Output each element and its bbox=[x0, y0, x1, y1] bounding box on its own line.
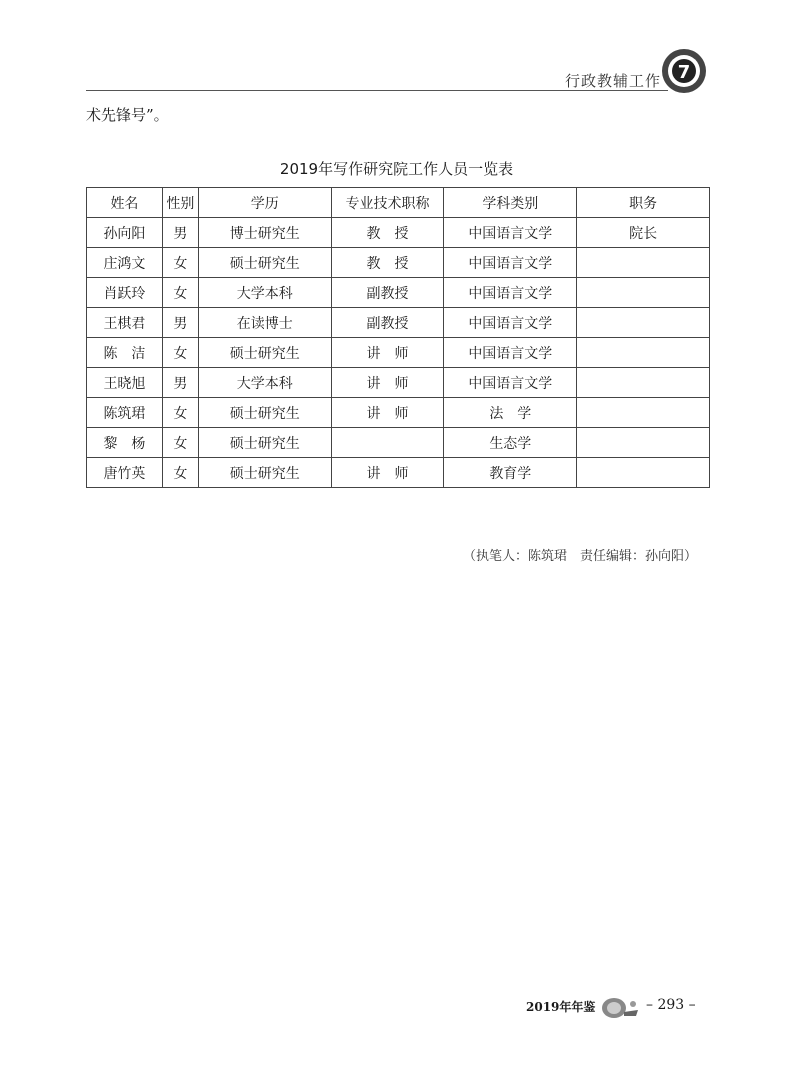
cell-position bbox=[577, 248, 710, 278]
cell-title: 教 授 bbox=[331, 248, 444, 278]
header-divider bbox=[86, 90, 668, 91]
table-row bbox=[87, 218, 710, 248]
cell-education: 硕士研究生 bbox=[198, 398, 331, 428]
table-row bbox=[87, 278, 710, 308]
cell-position bbox=[577, 458, 710, 488]
cell-position bbox=[577, 338, 710, 368]
cell-position bbox=[577, 428, 710, 458]
cell-gender: 女 bbox=[162, 338, 198, 368]
cell-discipline: 法 学 bbox=[444, 398, 577, 428]
cell-name: 唐竹英 bbox=[87, 458, 163, 488]
section-title: 行政教辅工作 bbox=[564, 72, 661, 90]
cell-education: 硕士研究生 bbox=[198, 458, 331, 488]
cell-name: 孙向阳 bbox=[87, 218, 163, 248]
table-title: 2019年写作研究院工作人员一览表 bbox=[279, 160, 514, 178]
table-row bbox=[87, 428, 710, 458]
cell-name: 肖跃玲 bbox=[87, 278, 163, 308]
cell-discipline: 生态学 bbox=[444, 428, 577, 458]
cell-title: 讲 师 bbox=[331, 398, 444, 428]
intro-text: 术先锋号”。 bbox=[86, 106, 169, 124]
column-header-discipline: 学科类别 bbox=[444, 188, 577, 218]
cell-discipline: 中国语言文学 bbox=[444, 248, 577, 278]
cell-education: 大学本科 bbox=[198, 368, 331, 398]
column-header-name: 姓名 bbox=[87, 188, 163, 218]
cell-discipline: 中国语言文学 bbox=[444, 368, 577, 398]
cell-discipline: 教育学 bbox=[444, 458, 577, 488]
credit-line: （执笔人：陈筑珺 责任编辑：孙向阳） bbox=[462, 549, 697, 564]
cell-name: 陈筑珺 bbox=[87, 398, 163, 428]
cell-gender: 女 bbox=[162, 278, 198, 308]
table-row bbox=[87, 368, 710, 398]
page-number: – 293 – bbox=[646, 997, 696, 1013]
column-header-position: 职务 bbox=[577, 188, 710, 218]
cell-title: 副教授 bbox=[331, 308, 444, 338]
cell-position bbox=[577, 368, 710, 398]
cell-gender: 女 bbox=[162, 458, 198, 488]
cell-name: 黎 杨 bbox=[87, 428, 163, 458]
column-header-gender: 性别 bbox=[162, 188, 198, 218]
cell-name: 庄鸿文 bbox=[87, 248, 163, 278]
cell-position bbox=[577, 278, 710, 308]
table-row bbox=[87, 248, 710, 278]
cell-gender: 男 bbox=[162, 368, 198, 398]
cell-discipline: 中国语言文学 bbox=[444, 218, 577, 248]
table-row bbox=[87, 458, 710, 488]
cell-education: 硕士研究生 bbox=[198, 338, 331, 368]
footer-yearbook-label: 2019年年鉴 bbox=[526, 1000, 596, 1014]
cell-education: 在读博士 bbox=[198, 308, 331, 338]
yearbook-emblem-icon bbox=[600, 992, 640, 1020]
cell-gender: 男 bbox=[162, 218, 198, 248]
cell-title bbox=[331, 428, 444, 458]
cell-gender: 女 bbox=[162, 248, 198, 278]
cell-education: 硕士研究生 bbox=[198, 428, 331, 458]
cell-title: 讲 师 bbox=[331, 458, 444, 488]
column-header-education: 学历 bbox=[198, 188, 331, 218]
staff-table bbox=[86, 187, 710, 488]
cell-title: 讲 师 bbox=[331, 368, 444, 398]
cell-education: 大学本科 bbox=[198, 278, 331, 308]
cell-discipline: 中国语言文学 bbox=[444, 308, 577, 338]
cell-name: 王晓旭 bbox=[87, 368, 163, 398]
table-header-row bbox=[87, 188, 710, 218]
cell-education: 博士研究生 bbox=[198, 218, 331, 248]
cell-title: 副教授 bbox=[331, 278, 444, 308]
cell-education: 硕士研究生 bbox=[198, 248, 331, 278]
cell-gender: 女 bbox=[162, 428, 198, 458]
cell-gender: 男 bbox=[162, 308, 198, 338]
cell-discipline: 中国语言文学 bbox=[444, 338, 577, 368]
cell-name: 陈 洁 bbox=[87, 338, 163, 368]
table-row bbox=[87, 338, 710, 368]
page-footer bbox=[526, 992, 726, 1022]
cell-position: 院长 bbox=[577, 218, 710, 248]
cell-position bbox=[577, 398, 710, 428]
logo-number: 7 bbox=[677, 62, 691, 83]
cell-position bbox=[577, 308, 710, 338]
column-header-title: 专业技术职称 bbox=[331, 188, 444, 218]
cell-name: 王棋君 bbox=[87, 308, 163, 338]
table-row bbox=[87, 308, 710, 338]
cell-title: 教 授 bbox=[331, 218, 444, 248]
table-row bbox=[87, 398, 710, 428]
cell-discipline: 中国语言文学 bbox=[444, 278, 577, 308]
cell-gender: 女 bbox=[162, 398, 198, 428]
university-logo-icon bbox=[661, 48, 707, 94]
cell-title: 讲 师 bbox=[331, 338, 444, 368]
